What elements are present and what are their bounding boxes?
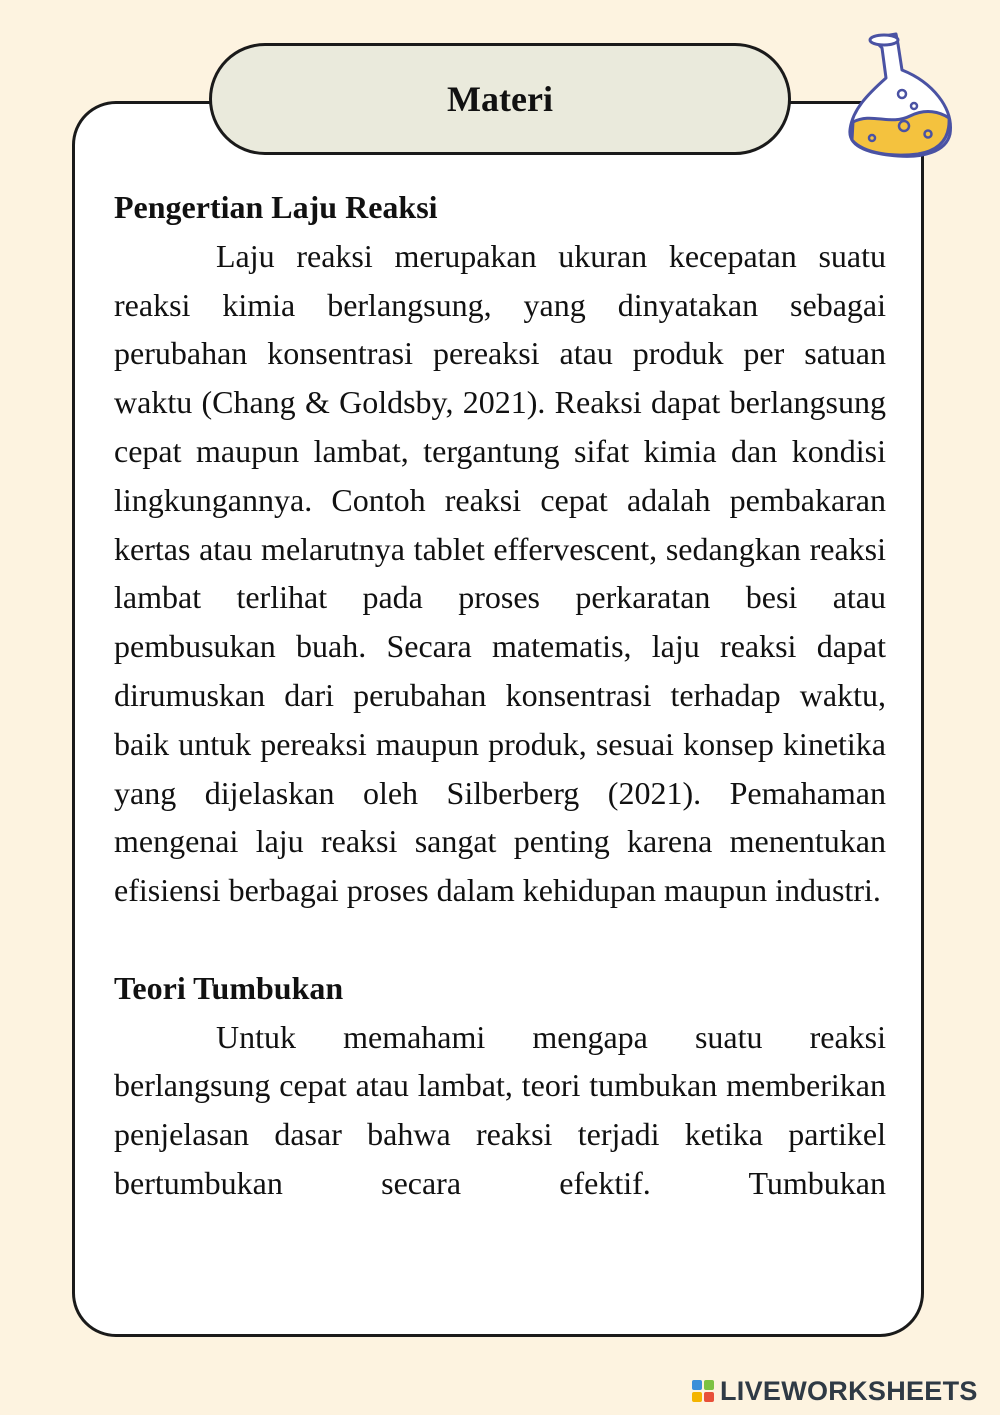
content-body [114,183,886,1208]
section-paragraph-laju-reaksi: Laju reaksi merupakan ukuran kecepatan suatu reaksi kimia berlangsung, yang dinyatakan sebagai perubahan konsentrasi pereaksi atau produk per satuan waktu (Chang & Goldsby, 2021). Reaksi dapat berlangsung cepat maupun lambat, tergantung sifat kimia dan kondisi lingkungannya. Contoh reaksi cepat adalah pembakaran kertas atau melarutnya tablet effervescent, sedangkan reaksi lambat terlihat pada proses perkaratan besi atau pembusukan buah. Secara matematis, laju reaksi dapat dirumuskan dari perubahan konsentrasi terhadap waktu, baik untuk pereaksi maupun produk, sesuai konsep kinetika yang dijelaskan oleh Silberberg (2021). Pemahaman mengenai laju reaksi sangat penting karena menentukan efisiensi berbagai proses dalam kehidupan maupun industri. [114,237,886,909]
section-paragraph-teori-tumbukan: Untuk memahami mengapa suatu reaksi berlangsung cepat atau lambat, teori tumbukan memberikan penjelasan dasar bahwa reaksi terjadi ketika partikel bertumbukan secara efektif. Tumbukan [114,1018,886,1201]
brand-logo-icon [692,1380,714,1402]
flask-icon [842,30,958,162]
section-heading-teori-tumbukan: Teori Tumbukan [114,969,344,1006]
section-heading-laju-reaksi: Pengertian Laju Reaksi [114,189,438,225]
section-spacer [114,915,886,964]
brand-footer [692,1374,978,1408]
page-title: Materi [209,43,791,155]
brand-name: LIVEWORKSHEETS [720,1375,978,1406]
